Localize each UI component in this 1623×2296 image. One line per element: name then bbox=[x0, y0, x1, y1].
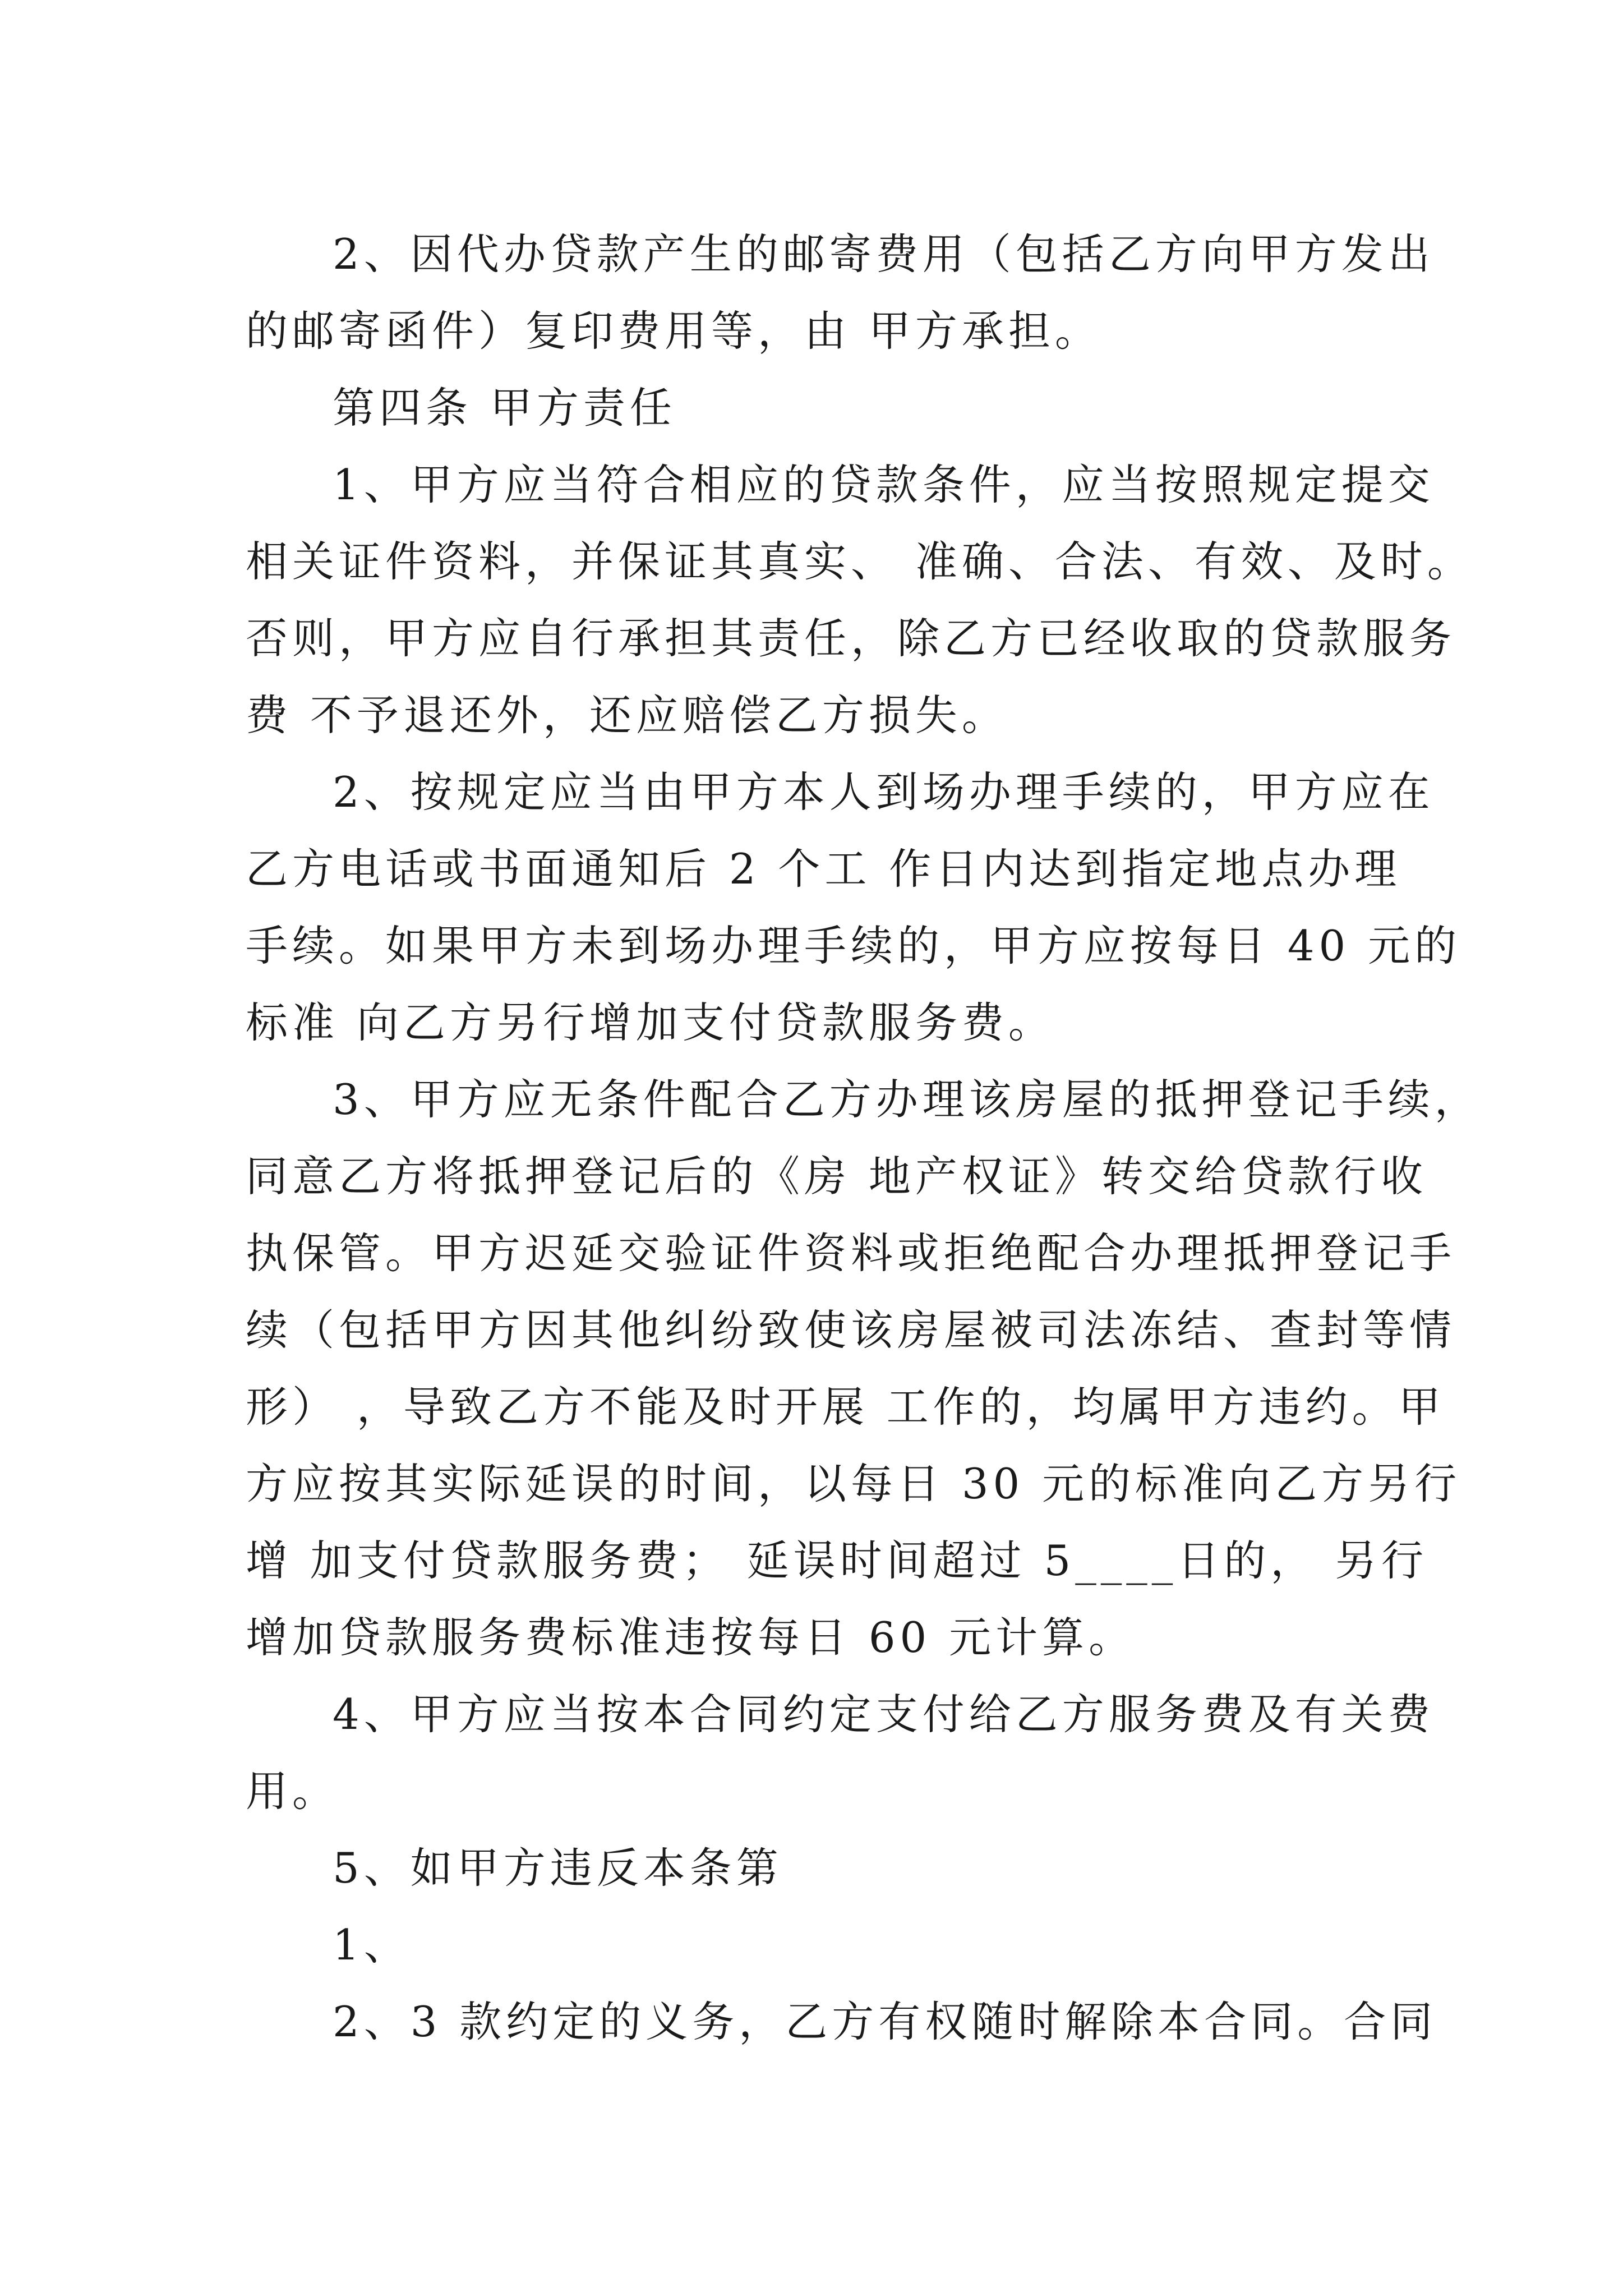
text-line: 的邮寄函件）复印费用等，由 甲方承担。 bbox=[246, 306, 1101, 356]
text-line: 相关证件资料，并保证其真实、 准确、合法、有效、及时。 bbox=[246, 537, 1474, 586]
text-line: 费 不予退还外，还应赔偿乙方损失。 bbox=[246, 691, 1008, 740]
text-line: 1、 bbox=[333, 1920, 411, 1970]
document-body bbox=[246, 216, 1481, 2060]
text-line: 2、因代办贷款产生的邮寄费用（包括乙方向甲方发出 bbox=[333, 229, 1435, 279]
text-line: 形） ，导致乙方不能及时开展 工作的，均属甲方违约。甲 bbox=[246, 1382, 1445, 1432]
text-line: 标准 向乙方另行增加支付贷款服务费。 bbox=[246, 998, 1055, 1047]
text-line: 否则，甲方应自行承担其责任，除乙方已经收取的贷款服务 bbox=[246, 614, 1456, 663]
text-line: 2、3 款约定的义务，乙方有权随时解除本合同。合同 bbox=[333, 1997, 1437, 2046]
text-line: 1、甲方应当符合相应的贷款条件，应当按照规定提交 bbox=[333, 460, 1435, 509]
text-line: 同意乙方将抵押登记后的《房 地产权证》转交给贷款行收 bbox=[246, 1152, 1427, 1201]
text-line: 增加贷款服务费标准违按每日 60 元计算。 bbox=[246, 1613, 1136, 1662]
text-line: 增 加支付贷款服务费； 延误时间超过 5____日的， 另行 bbox=[246, 1536, 1428, 1585]
text-line: 2、按规定应当由甲方本人到场办理手续的，甲方应在 bbox=[333, 767, 1435, 817]
text-line: 执保管。甲方迟延交验证件资料或拒绝配合办理抵押登记手 bbox=[246, 1228, 1456, 1278]
text-line: 方应按其实际延误的时间，以每日 30 元的标准向乙方另行 bbox=[246, 1459, 1461, 1508]
text-line: 手续。如果甲方未到场办理手续的，甲方应按每日 40 元的 bbox=[246, 921, 1461, 970]
text-line: 乙方电话或书面通知后 2 个工 作日内达到指定地点办理 bbox=[246, 844, 1401, 894]
text-line: 用。 bbox=[246, 1766, 339, 1816]
section-heading: 第四条 甲方责任 bbox=[333, 383, 676, 432]
text-line: 4、甲方应当按本合同约定支付给乙方服务费及有关费 bbox=[333, 1690, 1435, 1739]
text-line: 3、甲方应无条件配合乙方办理该房屋的抵押登记手续， bbox=[333, 1075, 1481, 1124]
text-line: 5、如甲方违反本条第 bbox=[333, 1843, 783, 1893]
text-line: 续（包括甲方因其他纠纷致使该房屋被司法冻结、查封等情 bbox=[246, 1305, 1456, 1355]
